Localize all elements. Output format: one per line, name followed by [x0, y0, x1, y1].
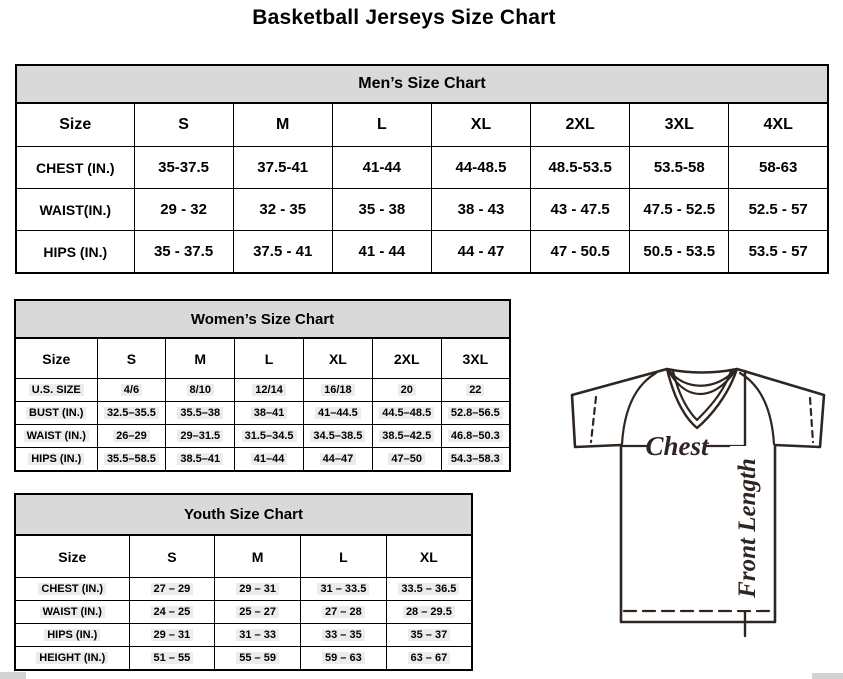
size-value-cell: 29 - 32 [134, 189, 233, 231]
chart-title: Women’s Size Chart [15, 300, 510, 338]
scrollbar-fragment-left[interactable] [0, 672, 26, 679]
size-value-cell: 35 - 37.5 [134, 231, 233, 274]
chest-label: Chest [645, 431, 709, 461]
page-title: Basketball Jerseys Size Chart [252, 6, 556, 29]
size-value-cell: 37.5-41 [233, 147, 332, 189]
table-row [15, 601, 472, 624]
row-label: HIPS (IN.) [15, 448, 97, 472]
jersey-measurement-diagram [556, 350, 840, 646]
size-value-cell: 55 – 59 [215, 647, 301, 671]
size-value-cell: 47.5 - 52.5 [630, 189, 729, 231]
size-value-cell: 53.5-58 [630, 147, 729, 189]
size-column-header: 3XL [630, 103, 729, 147]
size-value-cell: 4/6 [97, 379, 166, 402]
size-value-cell: 22 [441, 379, 510, 402]
size-column-header: L [235, 338, 304, 379]
size-value-cell: 38.5–42.5 [372, 425, 441, 448]
row-label: BUST (IN.) [15, 402, 97, 425]
size-value-cell: 48.5-53.5 [531, 147, 630, 189]
jersey-outline-shape [572, 369, 824, 622]
size-value-cell: 32.5–35.5 [97, 402, 166, 425]
size-value-cell: 52.5 - 57 [729, 189, 828, 231]
size-value-cell: 50.5 - 53.5 [630, 231, 729, 274]
size-header-label: Size [15, 338, 97, 379]
size-column-header: M [233, 103, 332, 147]
sleeve-dash-left [591, 397, 596, 442]
table-row [15, 448, 510, 472]
table-row [15, 624, 472, 647]
row-label: HIPS (IN.) [15, 624, 129, 647]
row-label: CHEST (IN.) [16, 147, 134, 189]
size-column-header: 4XL [729, 103, 828, 147]
size-value-cell: 24 – 25 [129, 601, 215, 624]
size-value-cell: 33 – 35 [301, 624, 387, 647]
table-row [15, 425, 510, 448]
size-value-cell: 44.5–48.5 [372, 402, 441, 425]
size-value-cell: 58-63 [729, 147, 828, 189]
size-value-cell: 20 [372, 379, 441, 402]
table-row [16, 189, 828, 231]
size-value-cell: 37.5 - 41 [233, 231, 332, 274]
womens-size-table [14, 299, 511, 472]
row-label: WAIST(IN.) [16, 189, 134, 231]
size-value-cell: 26–29 [97, 425, 166, 448]
size-column-header: 2XL [372, 338, 441, 379]
size-value-cell: 34.5–38.5 [303, 425, 372, 448]
table-row [15, 578, 472, 601]
table-row [15, 647, 472, 671]
row-label: HIPS (IN.) [16, 231, 134, 274]
table-row [15, 402, 510, 425]
size-column-header: L [301, 535, 387, 578]
size-column-header: 2XL [531, 103, 630, 147]
size-column-header: M [166, 338, 235, 379]
size-value-cell: 29 – 31 [215, 578, 301, 601]
size-value-cell: 52.8–56.5 [441, 402, 510, 425]
size-value-cell: 31 – 33 [215, 624, 301, 647]
size-column-header: M [215, 535, 301, 578]
size-column-header: XL [386, 535, 472, 578]
size-value-cell: 33.5 – 36.5 [386, 578, 472, 601]
size-value-cell: 35 - 38 [332, 189, 431, 231]
size-value-cell: 27 – 29 [129, 578, 215, 601]
chart-title: Youth Size Chart [15, 494, 472, 535]
size-value-cell: 8/10 [166, 379, 235, 402]
size-value-cell: 27 – 28 [301, 601, 387, 624]
size-value-cell: 44 - 47 [431, 231, 530, 274]
front-length-label: Front Length [734, 458, 761, 598]
size-column-header: S [134, 103, 233, 147]
table-row [16, 231, 828, 274]
mens-size-table [15, 64, 829, 274]
size-value-cell: 32 - 35 [233, 189, 332, 231]
size-value-cell: 46.8–50.3 [441, 425, 510, 448]
size-value-cell: 53.5 - 57 [729, 231, 828, 274]
table-row [15, 379, 510, 402]
size-value-cell: 35.5–38 [166, 402, 235, 425]
size-column-header: S [129, 535, 215, 578]
size-header-label: Size [16, 103, 134, 147]
size-value-cell: 35-37.5 [134, 147, 233, 189]
size-value-cell: 38 - 43 [431, 189, 530, 231]
size-value-cell: 28 – 29.5 [386, 601, 472, 624]
size-value-cell: 25 – 27 [215, 601, 301, 624]
size-value-cell: 51 – 55 [129, 647, 215, 671]
size-value-cell: 47–50 [372, 448, 441, 472]
size-value-cell: 59 – 63 [301, 647, 387, 671]
size-value-cell: 41–44.5 [303, 402, 372, 425]
size-value-cell: 41-44 [332, 147, 431, 189]
size-value-cell: 35.5–58.5 [97, 448, 166, 472]
size-column-header: XL [431, 103, 530, 147]
size-value-cell: 12/14 [235, 379, 304, 402]
row-label: WAIST (IN.) [15, 425, 97, 448]
size-value-cell: 54.3–58.3 [441, 448, 510, 472]
size-value-cell: 31 – 33.5 [301, 578, 387, 601]
size-value-cell: 43 - 47.5 [531, 189, 630, 231]
row-label: CHEST (IN.) [15, 578, 129, 601]
chart-title: Men’s Size Chart [16, 65, 828, 103]
size-value-cell: 16/18 [303, 379, 372, 402]
size-value-cell: 38–41 [235, 402, 304, 425]
size-value-cell: 44-48.5 [431, 147, 530, 189]
size-value-cell: 29 – 31 [129, 624, 215, 647]
youth-size-table [14, 493, 473, 671]
size-value-cell: 31.5–34.5 [235, 425, 304, 448]
sleeve-dash-right [810, 398, 813, 442]
row-label: WAIST (IN.) [15, 601, 129, 624]
size-value-cell: 29–31.5 [166, 425, 235, 448]
size-value-cell: 47 - 50.5 [531, 231, 630, 274]
size-value-cell: 41 - 44 [332, 231, 431, 274]
size-value-cell: 41–44 [235, 448, 304, 472]
size-header-label: Size [15, 535, 129, 578]
size-column-header: L [332, 103, 431, 147]
size-column-header: S [97, 338, 166, 379]
size-value-cell: 35 – 37 [386, 624, 472, 647]
row-label: HEIGHT (IN.) [15, 647, 129, 671]
size-column-header: 3XL [441, 338, 510, 379]
scrollbar-fragment-right[interactable] [812, 673, 843, 679]
size-value-cell: 63 – 67 [386, 647, 472, 671]
size-column-header: XL [303, 338, 372, 379]
table-row [16, 147, 828, 189]
size-value-cell: 44–47 [303, 448, 372, 472]
size-value-cell: 38.5–41 [166, 448, 235, 472]
row-label: U.S. SIZE [15, 379, 97, 402]
